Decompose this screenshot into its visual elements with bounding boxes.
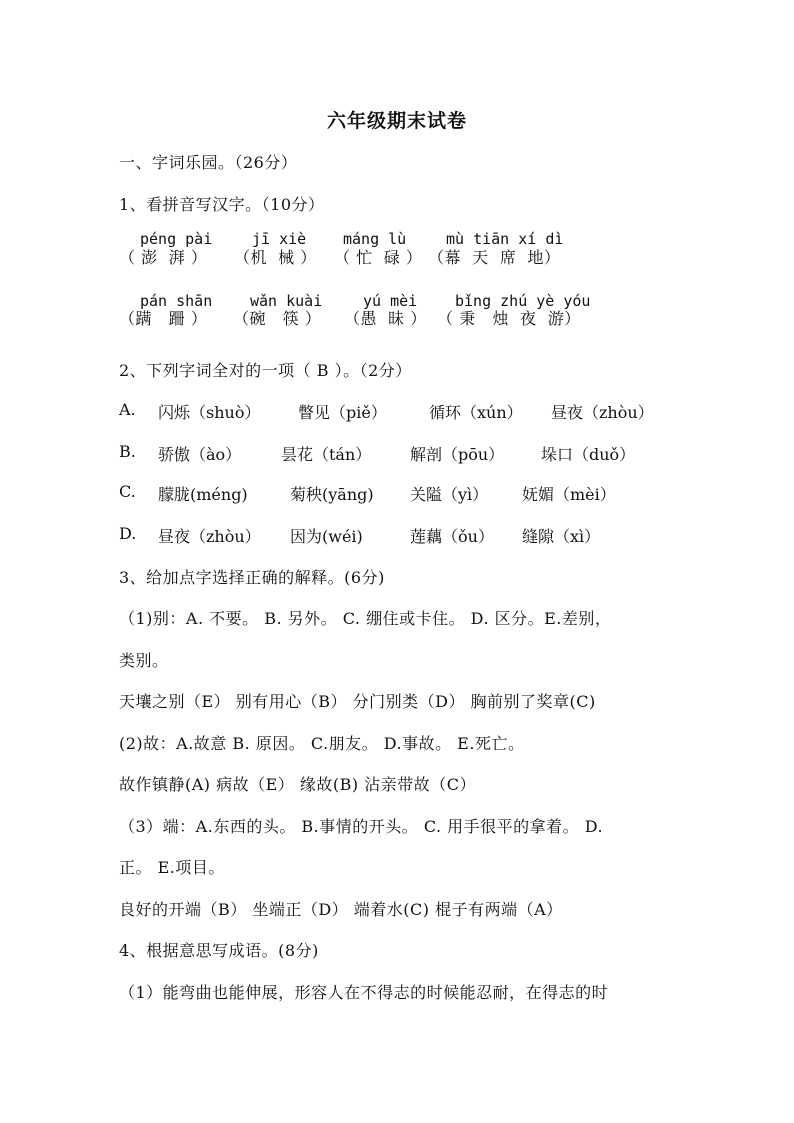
option-letter: A. (119, 400, 136, 419)
text-line: (2)故：A.故意 B. 原因。 C.朋友。 D.事故。 E.死亡。 (119, 734, 525, 753)
option-item: 瞥见（piě） (298, 403, 387, 422)
option-item: 垛口（duǒ） (541, 445, 636, 464)
text-line: 故作镇静(A) 病故（E） 缘故(B) 沾亲带故（C） (119, 775, 476, 794)
text-line: 天壤之别（E） 别有用心（B） 分门别类（D） 胸前别了奖章(C) (119, 692, 596, 711)
text-line: （1）能弯曲也能伸展，形容人在不得志的时候能忍耐，在得志的时 (119, 983, 609, 1002)
question-1-heading: 1、看拼音写汉字。（10分） (119, 195, 325, 214)
pinyin-label: yú mèi (363, 292, 418, 310)
pinyin-label: mù tiān xí dì (446, 230, 564, 248)
option-item: 昼夜（zhòu） (158, 527, 261, 546)
text-line: 正。 E.项目。 (119, 858, 225, 877)
hanzi-answer: （机 械 ） (234, 248, 317, 267)
pinyin-label: jī xiè (252, 230, 307, 248)
option-item: 闪烁（shuò） (158, 403, 261, 422)
option-item: 朦胧(méng) (158, 485, 248, 504)
option-letter: D. (119, 524, 137, 543)
hanzi-answer: （ 秉 烛 夜 游） (437, 309, 581, 328)
question-4-heading: 4、根据意思写成语。(8分) (119, 941, 319, 960)
text-line: （3）端：A.东西的头。 B.事情的开头。 C. 用手很平的拿着。 D. (119, 817, 604, 836)
pinyin-label: pán shān (140, 292, 213, 310)
option-item: 菊秧(yāng) (290, 485, 374, 504)
hanzi-answer: （愚 昧 ） (344, 309, 427, 328)
option-item: 昼夜（zhòu） (551, 403, 654, 422)
text-line: 良好的开端（B） 坐端正（D） 端着水(C) 棍子有两端（A） (119, 900, 563, 919)
section-heading: 一、字词乐园。（26分） (119, 153, 298, 172)
hanzi-answer: （幕 天 席 地） (428, 248, 561, 267)
option-item: 循环（xún） (429, 403, 523, 422)
page-title: 六年级期末试卷 (326, 110, 467, 132)
option-letter: B. (119, 442, 136, 461)
hanzi-answer: （ 澎 湃 ） (119, 248, 208, 267)
question-3-heading: 3、给加点字选择正确的解释。(6分) (119, 568, 385, 587)
option-item: 解剖（pōu） (410, 445, 505, 464)
hanzi-answer: （蹒 跚 ） (119, 309, 208, 328)
text-line: （1)别：A. 不要。 B. 另外。 C. 绷住或卡住。 D. 区分。E.差别， (119, 609, 612, 628)
hanzi-answer: （碗 筷 ） (233, 309, 322, 328)
pinyin-label: wǎn kuài (250, 292, 323, 310)
option-item: 莲藕（ǒu） (410, 527, 494, 546)
option-letter: C. (119, 482, 136, 501)
question-2-heading: 2、下列字词全对的一项（ B ）。（2分） (119, 361, 412, 380)
option-item: 骄傲（ào） (158, 445, 242, 464)
option-item: 昙花（tán） (281, 445, 372, 464)
pinyin-label: máng lù (343, 230, 407, 248)
pinyin-label: péng pài (140, 230, 213, 248)
option-item: 关隘（yì） (410, 485, 489, 504)
option-item: 因为(wéi) (290, 527, 363, 546)
hanzi-answer: （ 忙 碌 ） (334, 248, 423, 267)
option-item: 缝隙（xì） (522, 527, 601, 546)
option-item: 妩媚（mèi） (522, 485, 616, 504)
pinyin-label: bǐng zhú yè yóu (455, 292, 591, 310)
text-line: 类别。 (119, 651, 169, 670)
